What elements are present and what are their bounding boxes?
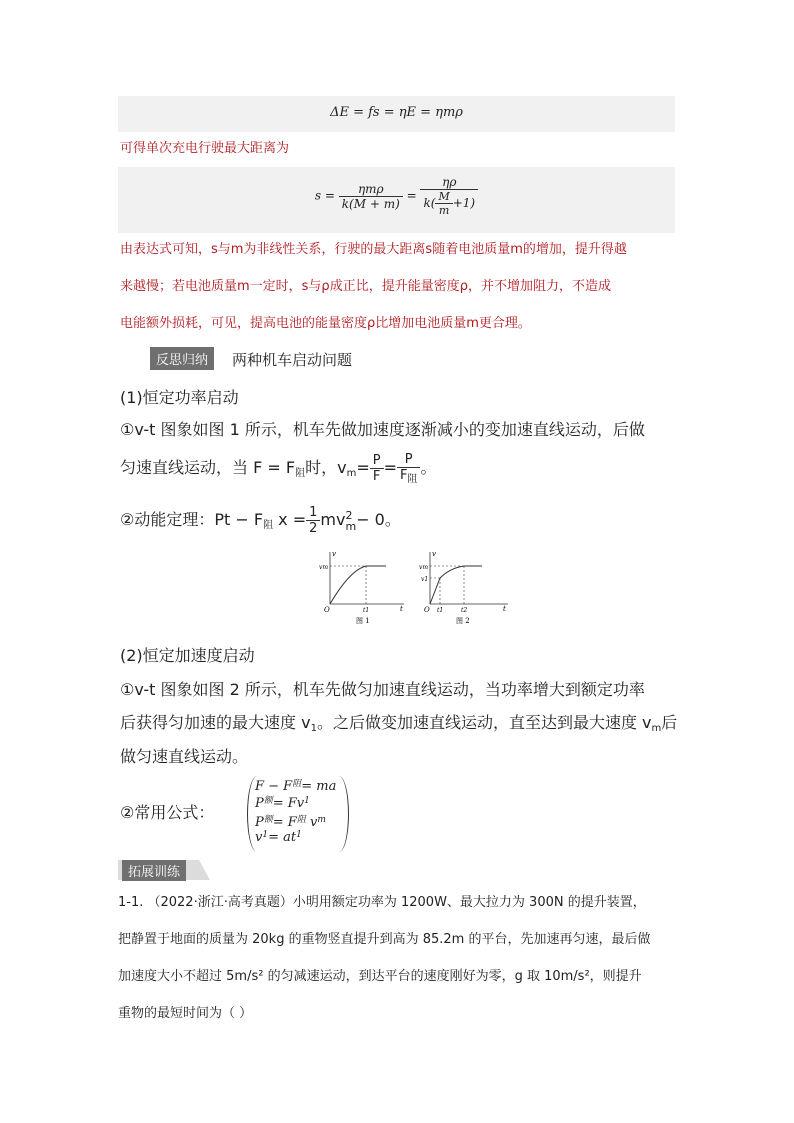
f3-sup3: m bbox=[317, 815, 326, 825]
inner-num: M bbox=[435, 190, 452, 204]
section-1-line-2 bbox=[120, 452, 436, 485]
analysis-line-1: 由表达式可知，s与m为非线性关系，行驶的最大距离s随着电池质量m的增加，提升得越 bbox=[120, 242, 627, 257]
energy-formula: ΔE = fs = ηE = ηmρ bbox=[330, 105, 463, 120]
s2-l2-end: 后 bbox=[661, 713, 678, 732]
den-tail: +1) bbox=[452, 196, 476, 210]
section-1-title: (1)恒定功率启动 bbox=[120, 388, 239, 407]
f4-a: v bbox=[255, 830, 263, 845]
fig2-t-label: t bbox=[503, 605, 506, 613]
figure-2 bbox=[419, 550, 508, 625]
problem-line-3: 加速度大小不超过 5m/s² 的匀减速运动，到达平台的速度刚好为零，g 取 10m/s²，则提升 bbox=[118, 969, 642, 984]
f3-end: v bbox=[309, 815, 318, 830]
f4-end: = at bbox=[268, 830, 297, 845]
fig2-o-label: O bbox=[424, 606, 430, 614]
inner-den: m bbox=[438, 204, 450, 217]
fig2-t1-label: t1 bbox=[437, 607, 444, 614]
s1-frac2-den-f: F bbox=[399, 468, 408, 483]
problem-line-2: 把静置于地面的质量为 20kg 的重物竖直提升到高为 85.2m 的平台，先加速再匀速，最后做 bbox=[118, 932, 651, 947]
s1-l2-msub: m bbox=[346, 468, 357, 479]
fig2-v-label: v bbox=[432, 550, 436, 558]
s1-frac2-den bbox=[397, 468, 420, 485]
s1-frac-2 bbox=[397, 452, 420, 485]
problem-line-4: 重物的最短时间为（ ） bbox=[118, 1006, 253, 1021]
s1-l2-eq: = bbox=[356, 458, 370, 477]
s2-l2-mid: 。之后做变加速直线运动，直至达到最大速度 v bbox=[316, 713, 652, 732]
formula-4 bbox=[255, 830, 302, 845]
f2-a: P bbox=[255, 796, 264, 811]
s1-l3-frac bbox=[306, 505, 320, 536]
figures-vt-graphs bbox=[310, 548, 520, 628]
s1-l2-mid: 时，v bbox=[305, 458, 347, 477]
fig1-v-label: v bbox=[332, 550, 336, 558]
fig1-t-label: t bbox=[400, 605, 403, 613]
s1-l3-end: − 0。 bbox=[356, 510, 401, 529]
distance-equals: = bbox=[406, 188, 417, 203]
s2-l2-msub: m bbox=[651, 723, 662, 734]
section-1-line-1: ①v-t 图象如图 1 所示，机车先做加速度逐渐减小的变加速直线运动，后做 bbox=[120, 420, 645, 439]
s1-l3-frac-num: 1 bbox=[306, 505, 320, 521]
fraction-1-numerator: ηmρ bbox=[339, 182, 403, 197]
f2-sup: 额 bbox=[263, 796, 273, 806]
distance-fraction-1 bbox=[339, 182, 403, 211]
section-2-line-3: 做匀速直线运动。 bbox=[120, 747, 249, 766]
s1-l2-sub: 阻 bbox=[295, 468, 306, 479]
distance-fraction-2 bbox=[420, 175, 478, 217]
distance-formula bbox=[118, 175, 675, 217]
s1-l3-pre: ②动能定理：Pt − F bbox=[120, 510, 264, 529]
fig1-t1-label: t1 bbox=[363, 607, 370, 614]
fig1-o-label: O bbox=[324, 606, 330, 614]
s1-l3-mid: x = bbox=[278, 510, 307, 529]
section-2-line-2 bbox=[120, 710, 677, 734]
f4-sup2: 1 bbox=[296, 830, 302, 840]
analysis-line-3: 电能额外损耗，可见，提高电池的能量密度ρ比增加电池质量m更合理。 bbox=[120, 316, 531, 331]
problem-line-1: 1-1. （2022·浙江·高考真题）小明用额定功率为 1200W、最大拉力为 300N 的提升装置， bbox=[118, 895, 646, 910]
f3-sup2: 阻 bbox=[296, 815, 306, 825]
formulas-label: ②常用公式： bbox=[120, 803, 215, 822]
s1-l2-end: 。 bbox=[420, 458, 437, 477]
formula-2 bbox=[255, 793, 310, 811]
fraction-2-denominator bbox=[420, 190, 478, 217]
analysis-line-2: 来越慢；若电池质量m一定时，s与ρ成正比，提升能量密度ρ，并不增加阻力，不造成 bbox=[120, 279, 611, 294]
s2-l2-sub: 1 bbox=[310, 723, 317, 734]
formula-box-distance bbox=[118, 167, 675, 233]
f1-a: F − F bbox=[255, 779, 293, 794]
s1-l2-eq2: = bbox=[383, 458, 397, 477]
formula-box-energy bbox=[118, 96, 675, 132]
s1-frac2-den-sub: 阻 bbox=[407, 474, 418, 485]
figure-1 bbox=[319, 550, 404, 625]
s1-frac-1 bbox=[370, 453, 384, 484]
f3-mid: = F bbox=[272, 815, 297, 830]
s1-l3-sup: 2 bbox=[345, 508, 353, 522]
f3-a: P bbox=[255, 815, 264, 830]
fraction-2-numerator: ηρ bbox=[420, 175, 478, 190]
fig2-v1-label: v1 bbox=[421, 576, 429, 583]
f2-sup2: 1 bbox=[304, 796, 310, 806]
f1-sup: 阻 bbox=[292, 779, 302, 789]
reflect-badge: 反思归纳 bbox=[150, 347, 214, 370]
reflect-title: 两种机车启动问题 bbox=[232, 351, 353, 369]
section-1-line-3 bbox=[120, 505, 401, 536]
den-k: k( bbox=[423, 196, 436, 210]
section-2-line-1: ①v-t 图象如图 2 所示，机车先做匀加速直线运动，当功率增大到额定功率 bbox=[120, 680, 645, 699]
s1-frac2-num: P bbox=[397, 452, 420, 468]
s2-l2-pre: 后获得匀加速的最大速度 v bbox=[120, 713, 311, 732]
s1-l3-sub: 阻 bbox=[263, 520, 274, 531]
expand-badge-label: 拓展训练 bbox=[122, 860, 186, 881]
inner-fraction bbox=[435, 190, 452, 217]
f1-end: = ma bbox=[301, 779, 337, 794]
f3-sup: 额 bbox=[263, 815, 273, 825]
formula-3 bbox=[255, 812, 326, 830]
max-distance-intro: 可得单次充电行驶最大距离为 bbox=[120, 141, 290, 156]
fig2-caption: 图 2 bbox=[456, 617, 470, 625]
f2-end: = Fv bbox=[272, 796, 305, 811]
fig1-caption: 图 1 bbox=[356, 617, 370, 625]
fig2-vm-label: vm bbox=[419, 564, 429, 571]
s1-l3-frac-den: 2 bbox=[309, 521, 318, 536]
fig1-vm-label: vm bbox=[319, 564, 329, 571]
s1-l3-msub: m bbox=[345, 519, 357, 533]
section-2-title: (2)恒定加速度启动 bbox=[120, 646, 255, 665]
s1-frac1-num: P bbox=[370, 453, 384, 469]
s1-l3-tail: mv bbox=[320, 510, 346, 529]
distance-lhs: s = bbox=[314, 188, 335, 203]
s1-frac1-den: F bbox=[372, 469, 381, 484]
s1-l2-pre: 匀速直线运动，当 F = F bbox=[120, 458, 296, 477]
fig2-t2-label: t2 bbox=[461, 607, 468, 614]
fraction-1-denominator: k(M + m) bbox=[341, 196, 400, 211]
formula-1 bbox=[255, 776, 336, 794]
f4-sup: 1 bbox=[262, 830, 269, 840]
